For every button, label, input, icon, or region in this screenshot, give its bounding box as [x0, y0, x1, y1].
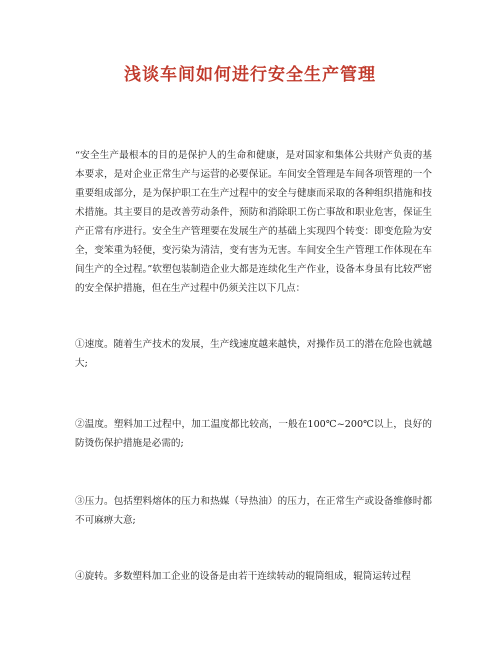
paragraph-intro: “安全生产最根本的目的是保护人的生命和健康，是对国家和集体公共财产负责的基本要求，是对企业正常生产与运营的必要保证。车间安全管理是车间各项管理的一个重要组成部分，是为保护职工在生产过程中的安全与健康而采取的各种组织措施和技术措施。其主要目的是改善劳动条件，预防和消除职工伤亡事故和职业危害，保证生产正常有序进行。安全生产管理要在发展生产的基础上实现四个转变：即变危险为安全，变笨重为轻便，变污染为清洁，变有害为无害。车间安全生产管理工作体现在车间生产的全过程。”软塑包装制造企业大都是连续化生产作业，设备本身虽有比较严密的安全保护措施，但在生产过程中仍须关注以下几点：	[75, 150, 432, 294]
document-title: 浅谈车间如何进行安全生产管理	[124, 65, 376, 85]
paragraph-rotation: ④旋转。多数塑料加工企业的设备是由若干连续转动的辊筒组成，辊筒运转过程	[75, 571, 411, 582]
paragraph-speed: ①速度。随着生产技术的发展，生产线速度越来越快，对操作员工的潜在危险也就越大;	[75, 339, 432, 369]
paragraph-pressure: ③压力。包括塑料熔体的压力和热媒（导热油）的压力，在正常生产或设备维修时都不可麻痹大意;	[75, 496, 432, 526]
paragraph-temperature: ②温度。塑料加工过程中，加工温度都比较高，一般在100℃~200℃以上，良好的防烫伤保护措施是必需的;	[75, 419, 432, 449]
